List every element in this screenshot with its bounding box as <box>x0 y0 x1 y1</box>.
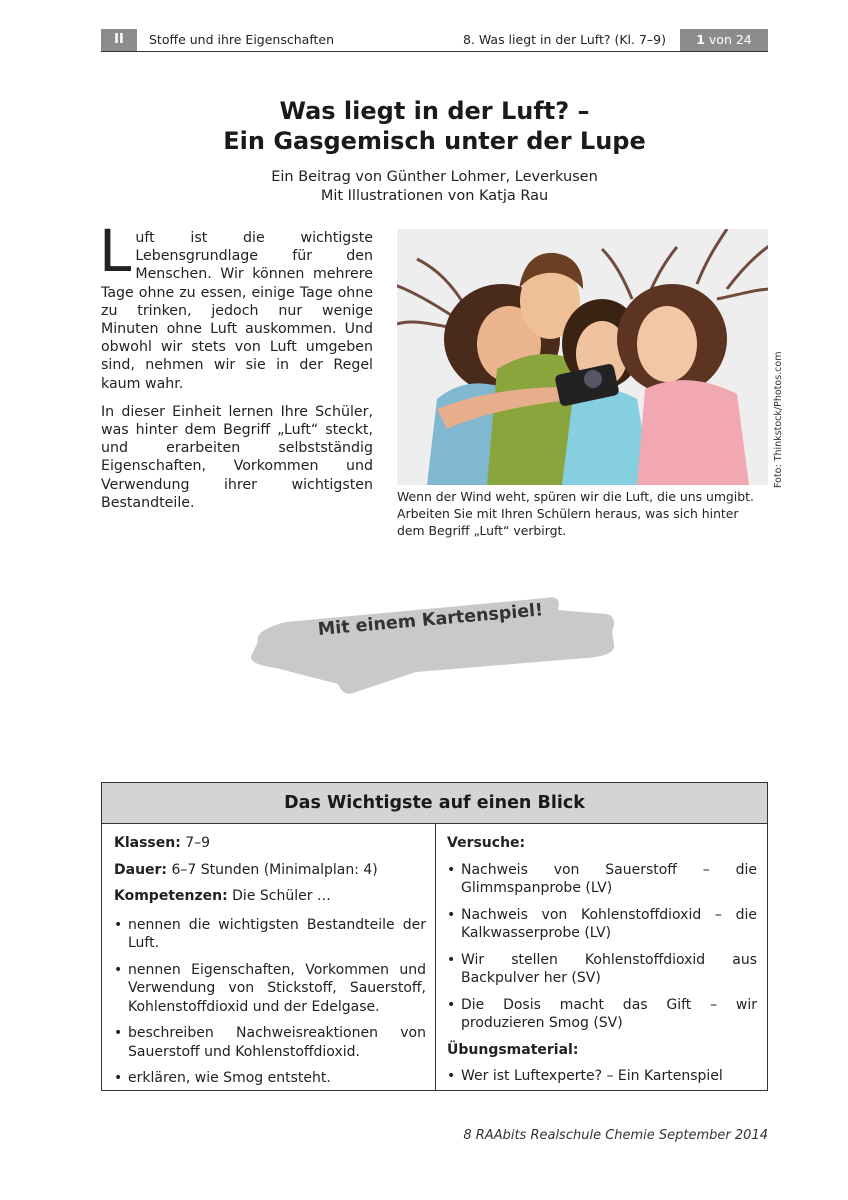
kompetenz-item: • nennen Eigenschaften, Vorkommen und Verwendung von Stickstoff, Sauerstoff, Kohlenstoffdioxid und der Edelgase. <box>114 961 426 1017</box>
summary-left-column <box>114 834 426 1096</box>
kompetenzen-value: Die Schüler … <box>227 888 331 904</box>
byline-author: Ein Beitrag von Günther Lohmer, Leverkusen <box>271 169 598 185</box>
kompetenzen-label: Kompetenzen: <box>114 888 228 904</box>
summary-right-column <box>447 834 757 1094</box>
photo-credit: Foto: Thinkstock/Photos.com <box>773 351 784 488</box>
title-line-1: Was liegt in der Luft? – <box>279 97 590 125</box>
photo-illustration <box>397 229 768 485</box>
versuch-item: • Nachweis von Kohlenstoffdioxid – die Kalkwasserprobe (LV) <box>447 906 757 943</box>
kompetenz-item: • erklären, wie Smog entsteht. <box>114 1069 426 1088</box>
intro-text <box>99 217 373 522</box>
page-number-badge <box>680 29 768 51</box>
klassen-label: Klassen: <box>114 835 181 851</box>
group-selfie-photo <box>397 229 768 485</box>
summary-box <box>101 782 768 1091</box>
header-topic: Stoffe und ihre Eigenschaften <box>149 32 335 47</box>
dauer-row <box>114 861 426 880</box>
header-unit: 8. Was liegt in der Luft? (Kl. 7–9) <box>462 32 666 47</box>
versuch-item: • Nachweis von Sauerstoff – die Glimmspanprobe (LV) <box>447 861 757 898</box>
kompetenz-item: • beschreiben Nachweisreaktionen von Sauerstoff und Kohlenstoffdioxid. <box>114 1024 426 1061</box>
klassen-row <box>114 834 426 853</box>
versuche-label: Versuche: <box>447 835 526 851</box>
page-footer: 8 RAAbits Realschule Chemie September 2014 <box>463 1128 768 1143</box>
section-badge: II <box>101 29 137 51</box>
page-current: 1 <box>696 32 705 47</box>
kompetenzen-row <box>114 887 426 906</box>
photo-caption: Wenn der Wind weht, spüren wir die Luft, die uns umgibt. Arbeiten Sie mit Ihren Schülern heraus, was sich hinter dem Begriff „Luft“ verbirgt. <box>397 489 754 538</box>
banner-brushstroke <box>246 592 616 696</box>
kompetenz-item: • nennen die wichtigsten Bestandteile der Luft. <box>114 916 426 953</box>
uebungsmaterial-item: • Wer ist Luftexperte? – Ein Kartenspiel <box>447 1067 757 1086</box>
dauer-label: Dauer: <box>114 861 168 878</box>
page-total: von 24 <box>708 32 752 47</box>
banner-text: Mit einem Kartenspiel! <box>317 600 544 640</box>
dauer-value: 6–7 Stunden (Minimalplan: 4) <box>167 861 378 878</box>
uebungsmaterial-label: Übungsmaterial: <box>447 1041 579 1058</box>
byline-illustrations: Mit Illustrationen von Katja Rau <box>320 188 549 204</box>
intro-paragraph-1 <box>99 217 373 393</box>
drop-cap: L <box>99 217 132 285</box>
byline <box>101 168 768 206</box>
versuch-item: • Wir stellen Kohlenstoffdioxid aus Backpulver her (SV) <box>447 951 757 988</box>
versuch-item: • Die Dosis macht das Gift – wir produzieren Smog (SV) <box>447 996 757 1033</box>
klassen-value: 7–9 <box>180 835 211 851</box>
intro-paragraph-2: In dieser Einheit lernen Ihre Schüler, was hinter dem Begriff „Luft“ steckt, und erarbeiten selbstständig Eigenschaften, Vorkommen und Verwendung ihrer wichtigsten Bestandteile. <box>101 403 373 511</box>
intro-paragraph-1-text: uft ist die wichtigste Lebensgrundlage für den Menschen. Wir können mehrere Tage ohne zu essen, einige Tage ohne zu trinken, jedoch nur wenige Minuten ohne Luft auskommen. Und obwohl wir stets von Luft umgeben sind, nehmen wir sie in der Regel kaum wahr. <box>101 230 373 392</box>
page-header <box>101 29 768 52</box>
summary-heading: Das Wichtigste auf einen Blick <box>102 783 767 824</box>
page-title <box>101 96 768 156</box>
column-divider <box>435 824 436 1091</box>
title-line-2: Ein Gasgemisch unter der Lupe <box>223 127 646 155</box>
